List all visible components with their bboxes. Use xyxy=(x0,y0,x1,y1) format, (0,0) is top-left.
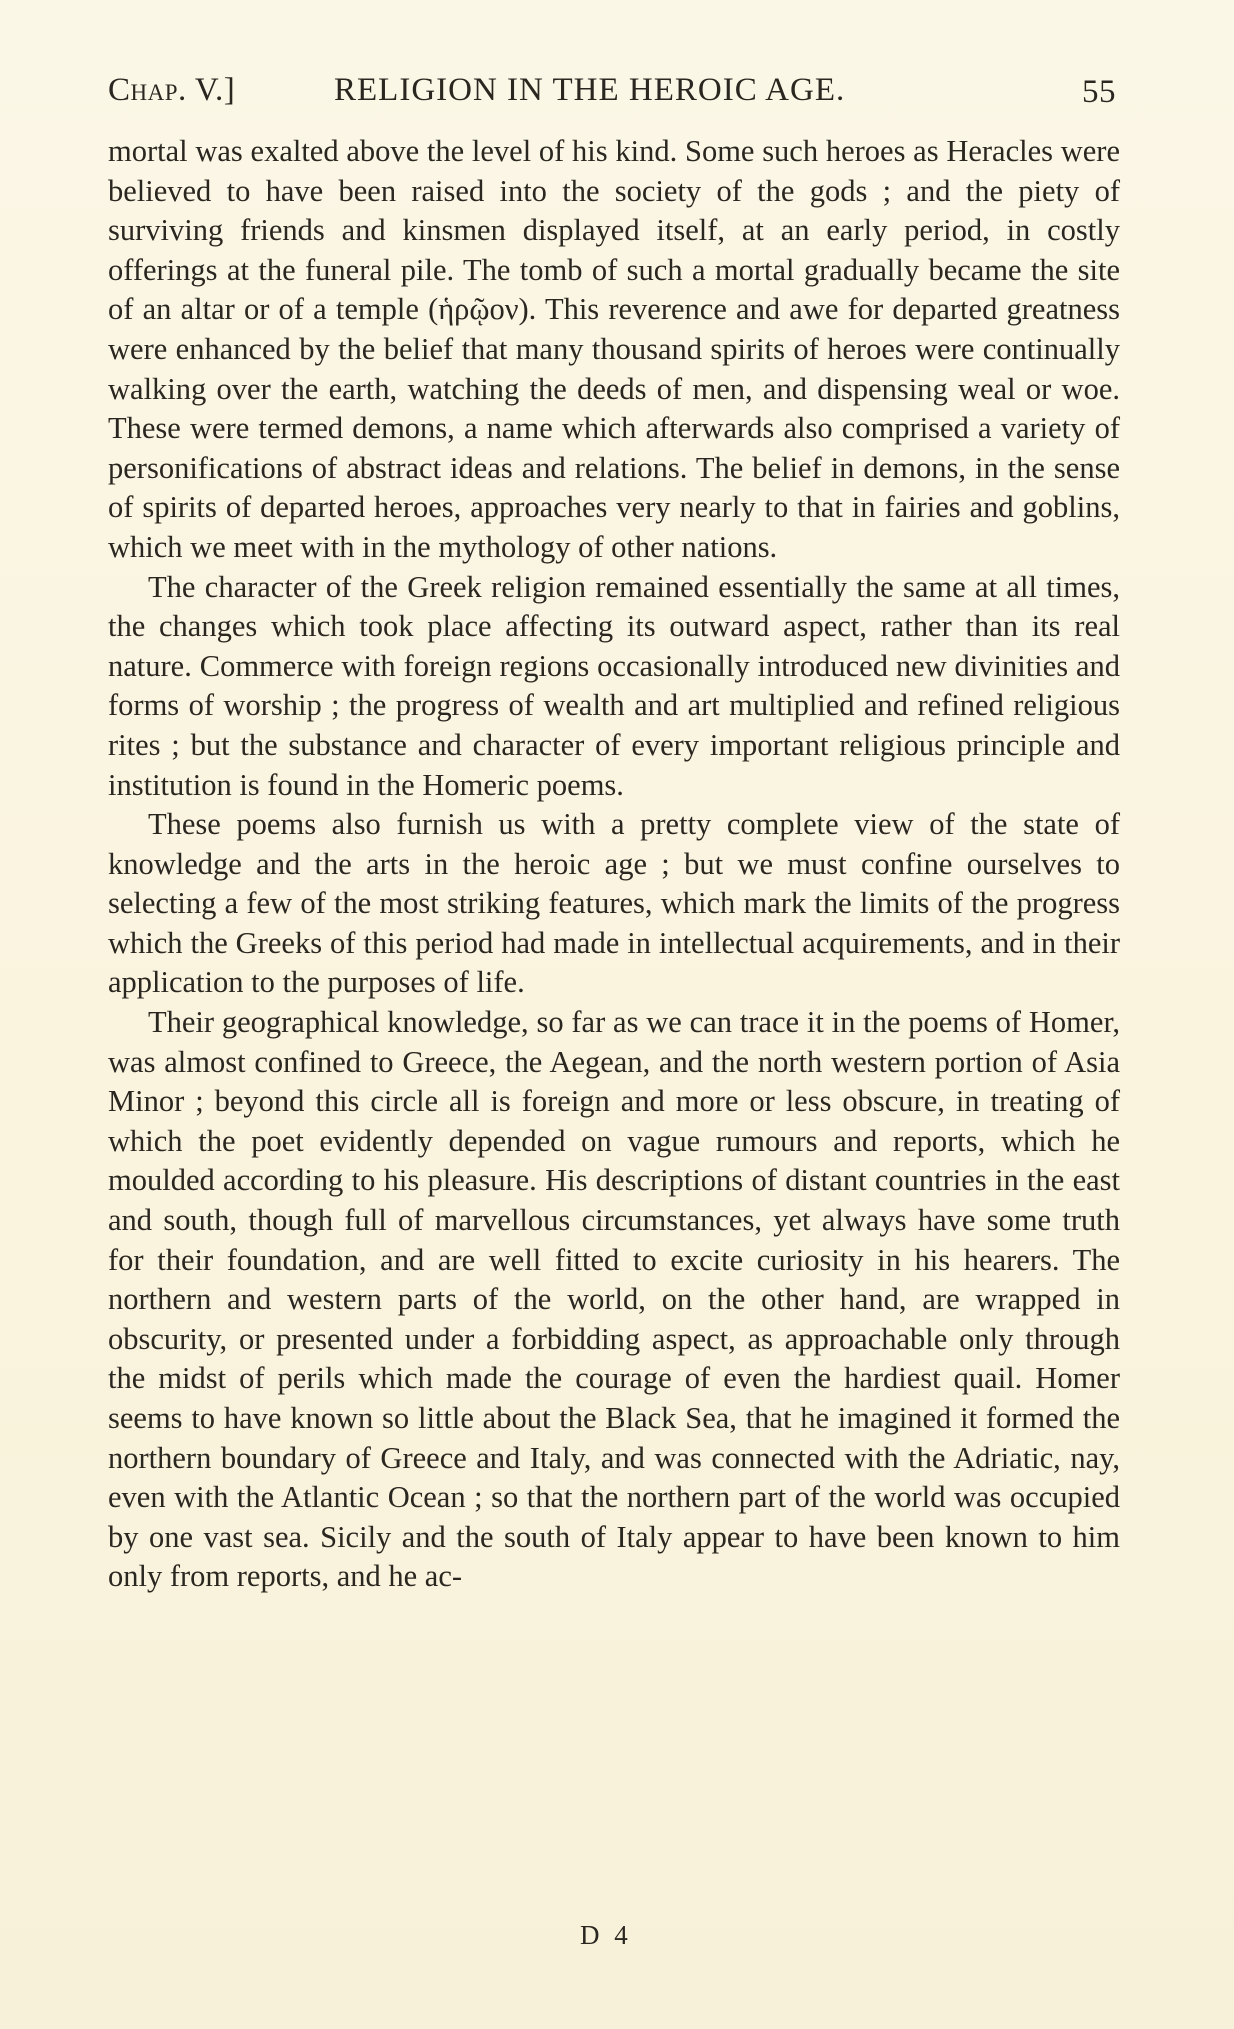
paragraph: These poems also furnish us with a pretty complete view of the state of knowledge and the arts in the heroic age ; but we must confine ourselves to selecting a few of the most striking features, which mark the limits of the progress which the Greeks of this period had made in intellectual acquirements, and in their application to the purposes of life. xyxy=(108,807,1120,1000)
running-title: RELIGION IN THE HEROIC AGE. xyxy=(334,72,846,108)
paragraph: The character of the Greek religion remained essentially the same at all times, the changes which took place affecting its outward aspect, rather than its real nature. Commerce with foreign regions occasionally introduced new divinities and forms of worship ; the progress of wealth and art multiplied and refined religious rites ; but the substance and character of every important religious principle and institution is found in the Homeric poems. xyxy=(108,569,1120,802)
body-text xyxy=(108,132,1120,1597)
paragraph: mortal was exalted above the level of his kind. Some such heroes as Heracles were believed to have been raised into the society of the gods ; and the piety of surviving friends and kinsmen displayed itself, at an early period, in costly offerings at the funeral pile. The tomb of such a mortal gradually became the site of an altar or of a temple (ἡρῷον). This reverence and awe for departed greatness were enhanced by the belief that many thousand spirits of heroes were continually walking over the earth, watching the deeds of men, and dispensing weal or woe. These were termed demons, a name which afterwards also comprised a variety of personifications of abstract ideas and relations. The belief in demons, in the sense of spirits of departed heroes, approaches very nearly to that in fairies and goblins, which we meet with in the mythology of other nations. xyxy=(108,134,1120,564)
running-header xyxy=(108,72,1120,120)
chapter-label: Chap. V.] xyxy=(108,72,236,108)
page-number: 55 xyxy=(1082,74,1116,110)
signature-mark: D 4 xyxy=(580,1920,632,1950)
paragraph: Their geographical knowledge, so far as we can trace it in the poems of Homer, was almost confined to Greece, the Aegean, and the north western portion of Asia Minor ; beyond this circle all is foreign and more or less obscure, in treating of which the poet evidently depended on vague rumours and reports, which he moulded according to his pleasure. His descriptions of distant countries in the east and south, though full of marvellous circumstances, yet always have some truth for their foundation, and are well fitted to excite curiosity in his hearers. The northern and western parts of the world, on the other hand, are wrapped in obscurity, or presented under a forbidding aspect, as approachable only through the midst of perils which made the courage of even the hardiest quail. Homer seems to have known so little about the Black Sea, that he imagined it formed the northern boundary of Greece and Italy, and was connected with the Adriatic, nay, even with the Atlantic Ocean ; so that the northern part of the world was occupied by one vast sea. Sicily and the south of Italy appear to have been known to him only from reports, and he ac- xyxy=(108,1005,1120,1594)
